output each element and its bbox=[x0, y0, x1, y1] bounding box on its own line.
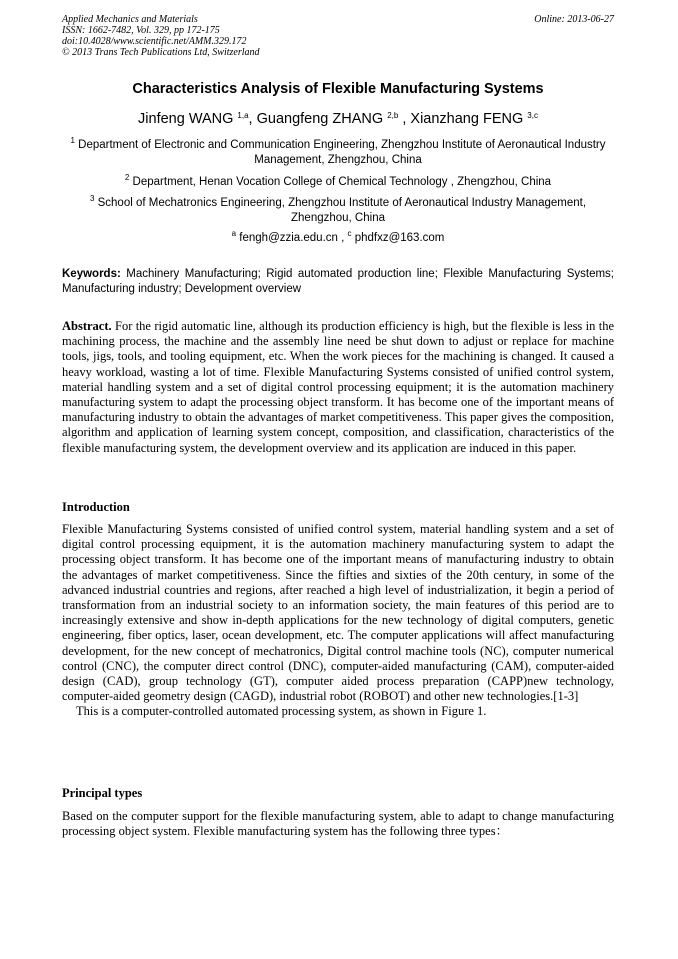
introduction-paragraph-2: This is a computer-controlled automated processing system, as shown in Figure 1. bbox=[76, 704, 487, 719]
affiliation-2 bbox=[62, 175, 614, 190]
author-affil-mark: 2,b bbox=[387, 111, 399, 120]
email-mark-a: a bbox=[231, 229, 237, 238]
affiliation-number: 2 bbox=[124, 173, 130, 182]
email-mark-c: c bbox=[347, 229, 352, 238]
affiliation-number: 1 bbox=[70, 136, 75, 145]
author-name: Xianzhang FENG bbox=[410, 111, 528, 127]
author-name: Guangfeng ZHANG bbox=[256, 111, 388, 127]
issn-line: ISSN: 1662-7482, Vol. 329, pp 172-175 bbox=[62, 25, 220, 36]
author-affil-mark: 1,a bbox=[237, 111, 249, 120]
doi-line[interactable]: doi:10.4028/www.scientific.net/AMM.329.172 bbox=[62, 36, 247, 47]
principal-types-paragraph-1: Based on the computer support for the flexible manufacturing system, able to adapt to change manufacturing processing object system. Flexible manufacturing system has the following three types： bbox=[62, 809, 614, 839]
email-c[interactable]: phdfxz@163.com bbox=[351, 232, 445, 244]
affiliation-text: Department, Henan Vocation College of Chemical Technology , Zhengzhou, China bbox=[129, 176, 552, 188]
affiliation-text: School of Mechatronics Engineering, Zhengzhou Institute of Aeronautical Industry Management, Zhengzhou, China bbox=[94, 197, 587, 224]
affiliation-3 bbox=[62, 196, 614, 226]
keywords-text: Machinery Manufacturing; Rigid automated production line; Flexible Manufacturing Systems; Manufacturing industry; Development overview bbox=[62, 268, 614, 295]
author-affil-mark: 3,c bbox=[527, 111, 538, 120]
author-separator: , bbox=[398, 111, 411, 127]
affiliation-1 bbox=[62, 138, 614, 168]
author-name: Jinfeng WANG bbox=[138, 111, 238, 127]
keywords-label: Keywords: bbox=[62, 268, 121, 280]
journal-name: Applied Mechanics and Materials bbox=[62, 14, 198, 25]
affiliation-number: 3 bbox=[89, 194, 95, 203]
online-date: Online: 2013-06-27 bbox=[534, 14, 614, 25]
introduction-heading: Introduction bbox=[62, 500, 130, 514]
author-separator: , bbox=[248, 111, 257, 127]
abstract bbox=[62, 319, 614, 456]
abstract-text: For the rigid automatic line, although its production efficiency is high, but the flexible is less in the machining process, the machine and the assembly line need be shut down to adjust or replace for machine tools, jigs, tools, and tooling equipment, etc. When the work pieces for the machining is changed. It caused a heavy workload, wasting a lot of time. Flexible Manufacturing Systems consisted of unified control system, material handling system and a set of digital control processing equipment; it is the automation machinery manufacturing system to adapt the processing object transform. It has become one of the important means of manufacturing industry to obtain the advantages of market competitiveness. This paper gives the composition, algorithm and application of learning system concept, composition, and classification, characteristics of the flexible manufacturing system, the development overview and its application are induced in this paper. bbox=[62, 319, 614, 455]
copyright-line: © 2013 Trans Tech Publications Ltd, Switzerland bbox=[62, 47, 260, 58]
introduction-body bbox=[62, 522, 614, 720]
principal-types-heading: Principal types bbox=[62, 786, 143, 800]
email-a[interactable]: fengh@zzia.edu.cn , bbox=[236, 232, 348, 244]
masthead bbox=[62, 14, 614, 58]
author-list bbox=[62, 111, 614, 127]
affiliation-text: Department of Electronic and Communication Engineering, Zhengzhou Institute of Aeronautical Industry Management, Zhengzhou, China bbox=[74, 139, 606, 166]
paper-title: Characteristics Analysis of Flexible Manufacturing Systems bbox=[132, 81, 544, 97]
introduction-paragraph-1: Flexible Manufacturing Systems consisted of unified control system, material handling system and a set of digital control processing equipment, it is the automation machinery manufacturing system to adapt the processing object transform. It has become one of the important means of manufacturing industry to obtain the advantages of market competitiveness. Since the fifties and sixties of the 20th century, in some of the advanced industrial countries and regions, after reached a high level of industrialization, it begin a period of transformation from an industrial society to an information society, the main features of this period are to increasingly extensive and show in-depth applications for the new technology of digital computers, genetic engineering, fiber optics, laser, ocean development, etc. The computer applications will affect manufacturing development, for the new concept of mechatronics, Digital control machine tools (NC), computer numerical control (CNC), the computer direct control (DNC), computer-aided manufacturing (CAM), computer-aided design (CAD), group technology (GT), computer aided process preparation (CAPP)new technology, computer-aided geometry design (CAGD), industrial robot (ROBOT) and other new technologies.[1-3] bbox=[62, 522, 614, 704]
principal-types-body bbox=[62, 809, 614, 839]
keywords bbox=[62, 267, 614, 297]
abstract-label: Abstract. bbox=[62, 319, 112, 333]
email-line bbox=[62, 231, 614, 246]
